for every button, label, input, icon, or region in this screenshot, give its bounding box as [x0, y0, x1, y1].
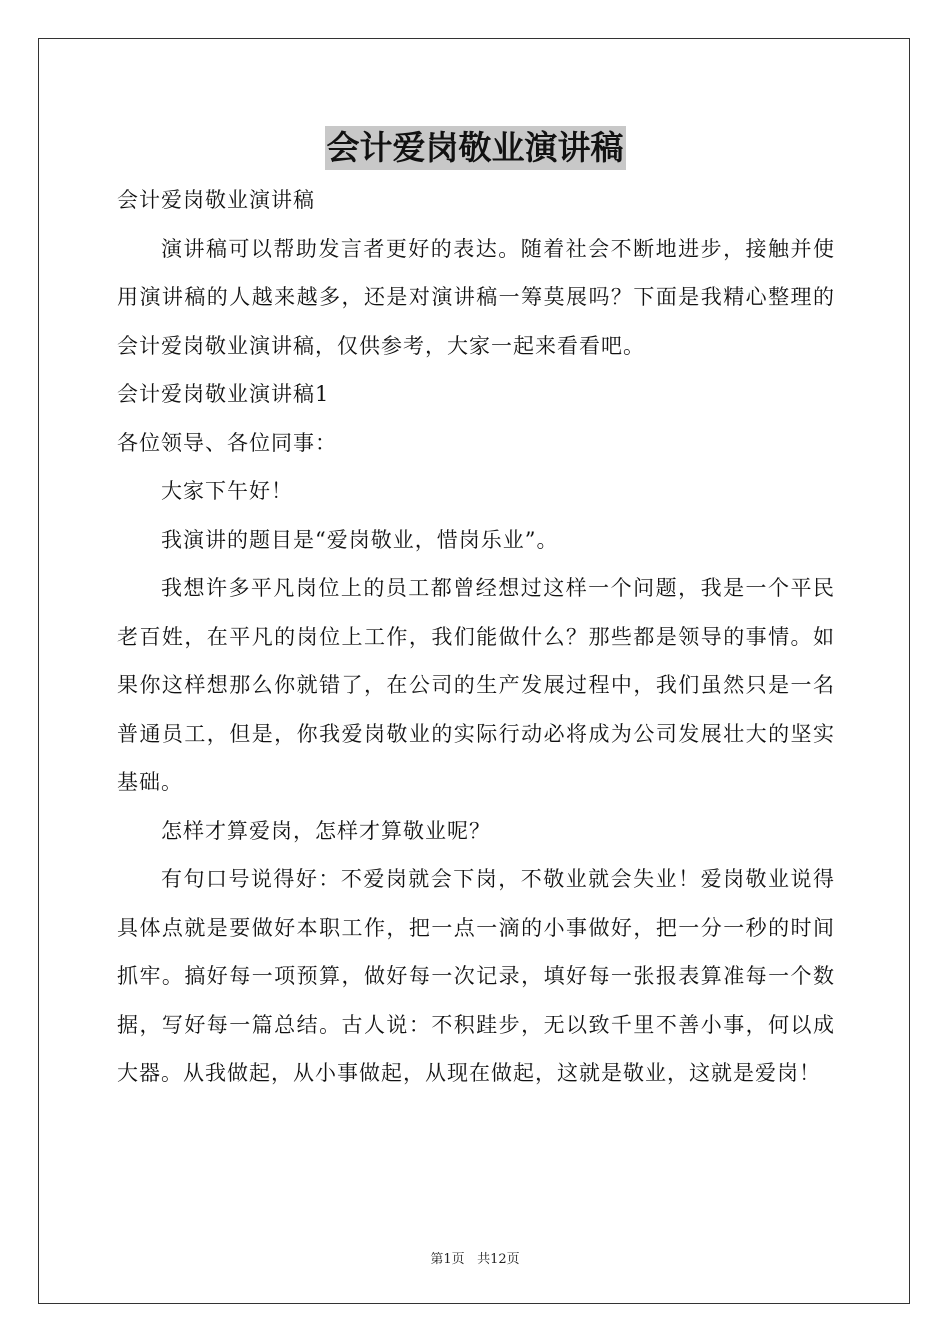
- paragraph: 怎样才算爱岗，怎样才算敬业呢？: [161, 818, 491, 843]
- paragraph: 各位领导、各位同事：: [117, 430, 337, 455]
- title-container: [0, 126, 950, 170]
- page-footer: [0, 1248, 950, 1267]
- document-body: [117, 176, 835, 1098]
- paragraph: 我想许多平凡岗位上的员工都曾经想过这样一个问题，我是一个平民老百姓，在平凡的岗位上工作，我们能做什么？那些都是领导的事情。如果你这样想那么你就错了，在公司的生产发展过程中，我们虽然只是一名普通员工，但是，你我爱岗敬业的实际行动必将成为公司发展壮大的坚实基础。: [117, 576, 835, 794]
- paragraph: 会计爱岗敬业演讲稿1: [117, 382, 330, 406]
- paragraph: 大家下午好！: [161, 479, 293, 503]
- paragraph: 会计爱岗敬业演讲稿: [117, 188, 315, 212]
- paragraph: 有句口号说得好：不爱岗就会下岗，不敬业就会失业！爱岗敬业说得具体点就是要做好本职工作，把一点一滴的小事做好，把一分一秒的时间抓牢。搞好每一项预算，做好每一次记录，填好每一张报表算准每一个数据，写好每一篇总结。古人说：不积跬步，无以致千里不善小事，何以成大器。从我做起，从小事做起，从现在做起，这就是敬业，这就是爱岗！: [117, 867, 835, 1085]
- paragraph: 演讲稿可以帮助发言者更好的表达。随着社会不断地进步，接触并使用演讲稿的人越来越多，还是对演讲稿一筹莫展吗？下面是我精心整理的会计爱岗敬业演讲稿，仅供参考，大家一起来看看吧。: [117, 236, 835, 358]
- paragraph: 我演讲的题目是“爱岗敬业，惜岗乐业”。: [161, 527, 559, 552]
- total-pages: 共12页: [477, 1252, 520, 1267]
- page-number: 第1页: [430, 1252, 465, 1267]
- document-title: 会计爱岗敬业演讲稿: [325, 126, 626, 170]
